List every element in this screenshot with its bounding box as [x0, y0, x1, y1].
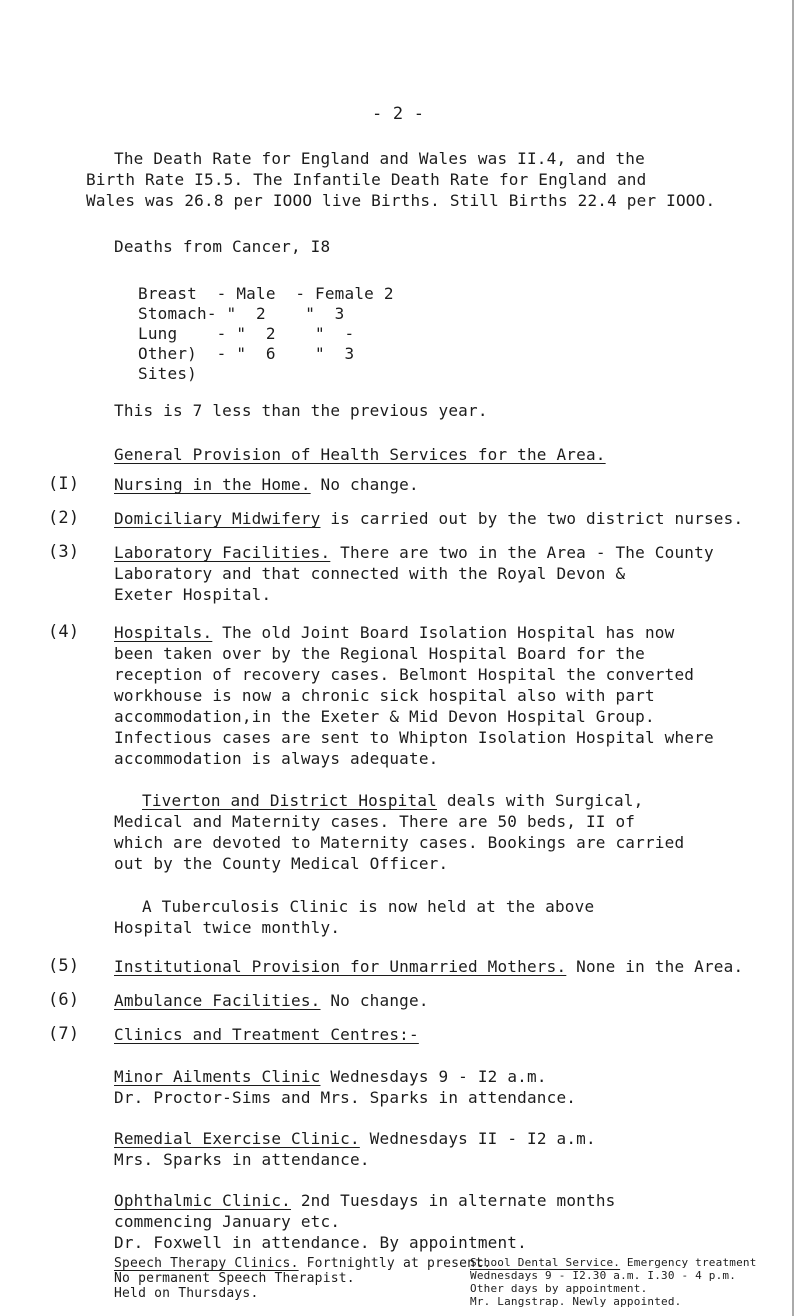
section-number: (7): [48, 1024, 80, 1044]
section-number: (3): [48, 542, 80, 562]
cancer-female: " -: [315, 324, 355, 343]
section-3-line: Exeter Hospital.: [114, 585, 272, 604]
tiverton-line: which are devoted to Maternity cases. Bookings are carried: [114, 833, 685, 852]
cancer-site: Other) - ": [138, 344, 247, 363]
cancer-site: Breast - Male -: [138, 284, 306, 303]
tb-line: A Tuberculosis Clinic is now held at the above: [142, 897, 595, 916]
clinic-line: Wednesdays 9 - I2.30 a.m. I.30 - 4 p.m.: [470, 1269, 737, 1282]
clinic-text: Wednesdays II - I2 a.m.: [359, 1129, 596, 1148]
clinic-entry: [114, 1190, 615, 1211]
section-number: (4): [48, 622, 80, 642]
section-4-line: reception of recovery cases. Belmont Hospital the converted: [114, 665, 695, 684]
clinic-line: Other days by appointment.: [470, 1282, 648, 1295]
cancer-male: 2: [265, 324, 276, 343]
clinic-line: Dr. Foxwell in attendance. By appointment.: [114, 1233, 527, 1252]
clinic-title: Minor Ailments Clinic: [114, 1067, 321, 1086]
section-title: Nursing in the Home.: [114, 475, 311, 494]
clinic-text: Wednesdays 9 - I2 a.m.: [320, 1067, 547, 1086]
section-title: Institutional Provision for Unmarried Mothers.: [114, 957, 567, 976]
section-6: [114, 990, 429, 1011]
section-number: (2): [48, 508, 80, 528]
section-text: The old Joint Board Isolation Hospital has now: [212, 623, 675, 642]
clinic-entry: [470, 1256, 757, 1269]
cancer-site: Lung - ": [138, 324, 247, 343]
section-4-line: accommodation is always adequate.: [114, 749, 439, 768]
section-3: [114, 542, 714, 563]
clinic-line: Mrs. Sparks in attendance.: [114, 1150, 370, 1169]
clinic-title: Remedial Exercise Clinic.: [114, 1129, 360, 1148]
clinic-entry: [114, 1066, 547, 1087]
cancer-table: [138, 284, 394, 384]
clinic-text: 2nd Tuesdays in alternate months: [291, 1191, 616, 1210]
clinic-title: School Dental Service.: [470, 1256, 621, 1269]
general-heading: General Provision of Health Services for the Area.: [114, 445, 606, 464]
section-title: Ambulance Facilities.: [114, 991, 321, 1010]
clinic-line: No permanent Speech Therapist.: [114, 1271, 355, 1286]
section-2: [114, 508, 743, 529]
section-text: There are two in the Area - The County: [330, 543, 714, 562]
tiverton-line: out by the County Medical Officer.: [114, 854, 449, 873]
tiverton-paragraph: [142, 790, 643, 811]
cancer-row: [138, 324, 394, 344]
section-4-line: been taken over by the Regional Hospital Board for the: [114, 644, 645, 663]
clinic-entry: [114, 1256, 491, 1271]
section-5: [114, 956, 743, 977]
page-edge: [792, 0, 794, 1316]
clinic-text: Emergency treatment: [620, 1256, 757, 1269]
cancer-heading: Deaths from Cancer, I8: [114, 237, 331, 256]
section-4-line: workhouse is now a chronic sick hospital also with part: [114, 686, 655, 705]
section-title: Hospitals.: [114, 623, 213, 642]
section-title: Domiciliary Midwifery: [114, 509, 321, 528]
section-4: [114, 622, 674, 643]
section-text: No change.: [310, 475, 419, 494]
cancer-row: [138, 304, 394, 324]
clinic-line: Mr. Langstrap. Newly appointed.: [470, 1295, 682, 1308]
cancer-note: This is 7 less than the previous year.: [114, 401, 488, 420]
section-text: is carried out by the two district nurses.: [320, 509, 744, 528]
clinic-title: Speech Therapy Clinics.: [114, 1256, 299, 1271]
section-title: Laboratory Facilities.: [114, 543, 331, 562]
section-number: (I): [48, 474, 80, 494]
clinic-line: Held on Thursdays.: [114, 1286, 259, 1301]
cancer-male: 6: [265, 344, 276, 363]
section-1: [114, 474, 419, 495]
cancer-site: Stomach- ": [138, 304, 237, 323]
cancer-female: " 3: [315, 344, 355, 363]
section-title: Clinics and Treatment Centres:-: [114, 1025, 419, 1044]
intro-line-2: Birth Rate I5.5. The Infantile Death Rate for England and: [86, 170, 647, 189]
cancer-female: " 3: [305, 304, 345, 323]
clinic-title: Ophthalmic Clinic.: [114, 1191, 291, 1210]
clinic-line: commencing January etc.: [114, 1212, 341, 1231]
clinic-entry: [114, 1128, 596, 1149]
tiverton-title: Tiverton and District Hospital: [142, 791, 437, 810]
intro-line-1: The Death Rate for England and Wales was II.4, and the: [114, 149, 645, 168]
section-3-line: Laboratory and that connected with the Royal Devon &: [114, 564, 626, 583]
cancer-row: [138, 284, 394, 304]
cancer-site: Sites): [138, 364, 197, 383]
section-4-line: Infectious cases are sent to Whipton Isolation Hospital where: [114, 728, 714, 747]
cancer-female: Female 2: [315, 284, 394, 303]
section-4-line: accommodation,in the Exeter & Mid Devon Hospital Group.: [114, 707, 655, 726]
tiverton-text: deals with Surgical,: [436, 791, 644, 810]
cancer-male: 2: [256, 304, 266, 323]
section-number: (6): [48, 990, 80, 1010]
section-text: None in the Area.: [566, 957, 744, 976]
clinic-text: Fortnightly at present.: [298, 1256, 492, 1271]
tiverton-line: Medical and Maternity cases. There are 50 beds, II of: [114, 812, 636, 831]
intro-line-3: Wales was 26.8 per IOOO live Births. Still Births 22.4 per IOOO.: [86, 191, 716, 210]
section-text: No change.: [320, 991, 429, 1010]
tb-line: Hospital twice monthly.: [114, 918, 341, 937]
section-number: (5): [48, 956, 80, 976]
page-number: - 2 -: [372, 104, 425, 124]
clinic-line: Dr. Proctor-Sims and Mrs. Sparks in attendance.: [114, 1088, 577, 1107]
cancer-row: [138, 364, 394, 384]
cancer-row: [138, 344, 394, 364]
